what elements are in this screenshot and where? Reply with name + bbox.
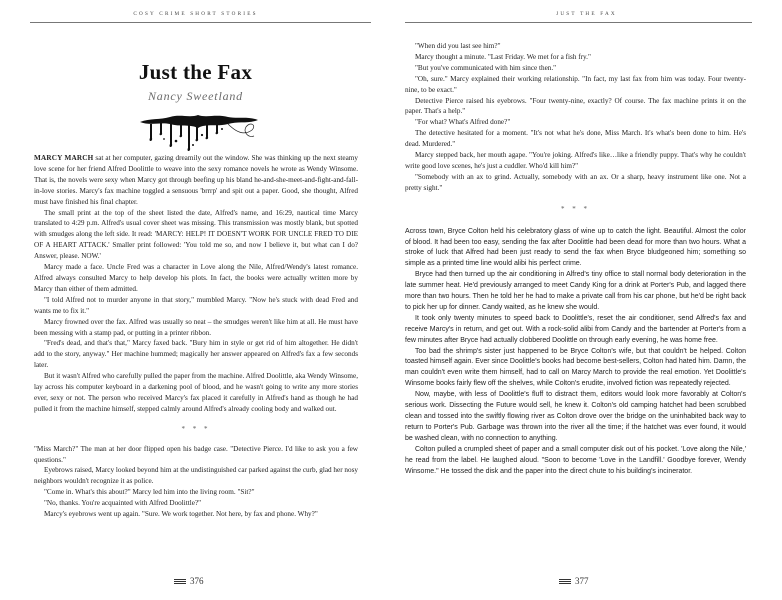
page-number-left: 376 [190, 576, 204, 586]
paragraph: But it wasn't Alfred who carefully pulled the paper from the machine. Alfred Doolittle, aka Wendy Winsome, lay across his computer keyboard in a darkening pool of blood, and he wasn't going to write any more stories ever, sexy or not. The person who received Marcy's fax placed it carefully in Alfred's hand as though he had pulled it from the machine himself, stepped calmly around Alfred's already cooling body and walked out. [34, 372, 358, 413]
paragraph: The detective hesitated for a moment. "It's not what he's done, Miss March. It's what's been done to him. He's dead. Murdered." [405, 129, 746, 149]
paragraph: "For what? What's Alfred done?" [415, 118, 511, 127]
folio-left [174, 576, 204, 586]
paragraph: "Oh, sure." Marcy explained their working relationship. "In fact, my last fax from him was today. Four twenty-nine, to be exact." [405, 74, 746, 94]
running-head-left: COSY CRIME SHORT STORIES [133, 11, 258, 17]
section-separator: * * * [561, 204, 590, 213]
story-title: Just the Fax [138, 60, 253, 84]
page-number-right: 377 [575, 576, 589, 586]
paragraph: "But you've communicated with him since then." [415, 63, 557, 72]
right-text-column [405, 41, 746, 477]
paragraph: Detective Pierce raised his eyebrows. "Four twenty-nine, exactly? Of course. The fax machine prints it on the paper. That's a help." [405, 96, 746, 116]
paragraph: Now, maybe, with less of Doolittle's fluff to distract them, editors would look more favorably at Colton's serious work. Dissecting the Future would sell, he knew it. Colton's old camping hatchet had been scrubbed clean and tossed into the swiftly flowing river as Colton drove over the bridge on the uninhabited back way to return to Porter's Pub. Garbage was thrown into the river all the time; if the hatchet was ever found, it would be washed clean, with no connection to anything. [405, 391, 746, 442]
section-separator: * * * [181, 424, 211, 433]
paragraph: "I told Alfred not to murder anyone in that story," mumbled Marcy. "Now he's stuck with dead Fred and wants me to fix it." [34, 295, 358, 315]
paragraph: Marcy stepped back, her mouth agape. "You're joking. Alfred's like…like a friendly puppy. That's why he couldn't write good love scenes, he's just a cuddler. Who'd kill him?" [405, 151, 746, 170]
paragraph: Across town, Bryce Colton held his celebratory glass of wine up to catch the light. Beautiful. Almost the color of blood. It had been too easy, sending the fax after Doolittle had been dead for more than two hours. What a stroke of luck that Alfred had been just ready to send the fax when Bryce bludgeoned him; something so simple as a printed time line would alibi his perfect crime. [405, 227, 746, 268]
folio-ornament [559, 579, 571, 584]
paragraph: "When did you last see him?" [415, 42, 501, 50]
left-text-column [34, 153, 358, 520]
header-rule-right [405, 22, 752, 23]
paragraph: "Fred's dead, and that's that," Marcy faxed back. "Bury him in style or get rid of him altogether. He didn't add to the story, anyway." Her machine hummed; magically her answer appeared on Alfred's fax a few seconds later. [34, 339, 358, 370]
right-page [391, 0, 782, 600]
header-rule-left [30, 22, 371, 23]
paragraph: Marcy frowned over the fax. Alfred was usually so neat – the smudges weren't like him at all. He must have been messing with a stamp pad, or putting in a printer ribbon. [34, 317, 358, 337]
paragraph: It took only twenty minutes to speed back to Doolittle's, reset the air conditioner, send Alfred's fax and receive Marcy's in return, and get out. With a rock-solid alibi from Candy and the bartender at Porter's from a few minutes after Bryce had actually clobbered Doolittle on through early evening, he was home free. [405, 314, 746, 344]
paragraph: Bryce had then turned up the air conditioning in Alfred's tiny office to stall normal body deterioration in the late summer heat. He'd previously arranged to meet Candy King for a drink at Porter's Pub, and lagged there more than two hours. Then he told her he had to make a private call from his car phone, but he'd be right back to pick her up for dinner. Candy waited, as he knew she would. [405, 271, 746, 311]
paragraph: Colton pulled a crumpled sheet of paper and a small computer disk out of his pocket. 'Love along the Nile,' he read from the label. He laughed aloud. "Soon to become 'Love in the Landfill.' Goodbye forever, Wendy Winsome." He tossed the disk and the paper into the direct chute to his building's incinerator. [405, 445, 746, 475]
paragraph: Too bad the shrimp's sister just happened to be Bryce Colton's wife, but that couldn't be helped. Colton toasted himself again. Ever since Doolittle's books had become best-sellers, Colton had hated him. Damn, the man couldn't even write them himself, had to call on Marcy March to provide the real emotion. Yet Doolittle's Winsome books fairly flew off the shelves, while Colton's erudite, involved fiction was repeatedly rejected. [405, 347, 746, 388]
ink-splash-ornament [136, 108, 260, 152]
opening-paragraph [34, 153, 358, 208]
paragraph: "Somebody with an ax to grind. Actually, somebody with an ax. Or a sharp, heavy instrument like one. Not a pretty sight." [405, 172, 746, 192]
paragraph: Marcy made a face. Uncle Fred was a character in Love along the Nile, Alfred/Wendy's latest romance. Alfred always consulted Marcy to help develop his plots. In fact, the books were actually written more by Marcy than either of them admitted. [34, 263, 358, 293]
paragraph: "No, thanks. You're acquainted with Alfred Doolittle?" [44, 499, 202, 508]
folio-ornament [174, 579, 186, 584]
story-author: Nancy Sweetland [148, 89, 243, 103]
paragraph: "Miss March?" The man at her door flipped open his badge case. "Detective Pierce. I'd like to ask you a few questions." [34, 444, 358, 464]
paragraph: The small print at the top of the sheet listed the date, Alfred's name, and 16:29, nautical time Marcy translated to 4:29 p.m. Alfred's usual cover sheet was missing. This transmission was mostly blank, but spotted with smudges along the left side. It read: 'MARCY: HELP! IT DOESN'T WORK FOR UNCLE FRED TO DIE OF A HEART ATTACK.' Smaller print followed: 'You told me so, and now I believe it, but what can I do? Answer, please. NOW.' [34, 208, 358, 261]
paragraph: Marcy's eyebrows went up again. "Sure. We work together. Not here, by fax and phone. Why?" [44, 510, 318, 519]
opening-text: sat at her computer, gazing dreamily out the window. She was thinking up the next steamy love scene for her friend Alfred Doolittle to weave into the sexy romance novels he wrote as Wendy Winsome. That is, the novels were sexy when Marcy got through beefing up his bland he-and-she-meet-and-fight-and-fall-in-love stories. Marcy's fax machine toggled a sensuous 'brrrp' and spit out a paper. Good, she thought, Alfred must have finished his final chapter. [34, 154, 358, 206]
folio-right [559, 576, 589, 586]
paragraph: Eyebrows raised, Marcy looked beyond him at the undistinguished car parked against the curb, glad her nosy neighbors wouldn't recognize it as police. [34, 466, 358, 486]
opening-smallcaps: MARCY MARCH [34, 154, 94, 162]
paragraph: Marcy thought a minute. "Last Friday. We met for a fish fry." [415, 52, 591, 61]
running-head-right: JUST THE FAX [556, 11, 617, 17]
paragraph: "Come in. What's this about?" Marcy led him into the living room. "Sit?" [44, 488, 255, 497]
